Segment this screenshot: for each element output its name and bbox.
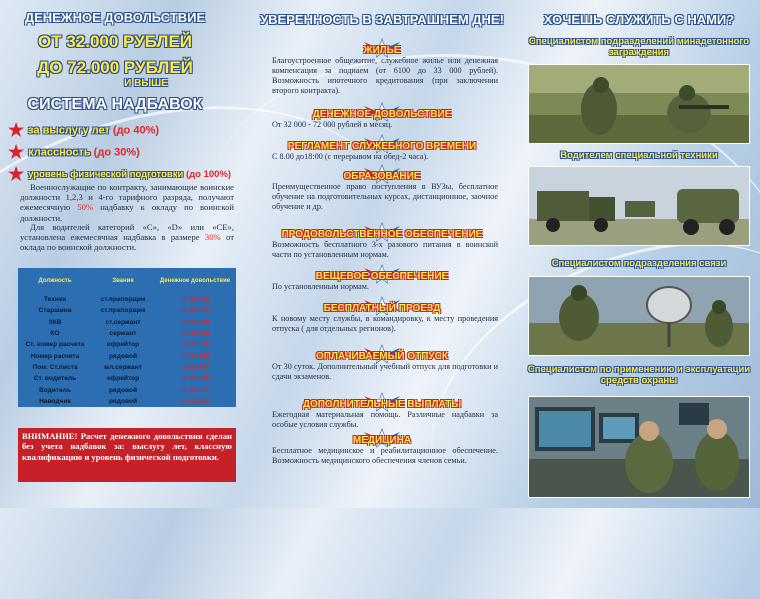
benefit-section [252, 298, 512, 334]
benefit-text: Возможность бесплатного 3-х разового питания в воинской части по установленным нормам. [272, 240, 498, 259]
benefit-heading: ОПЛАЧИВАЕМЫЙ ОТПУСК [316, 351, 448, 362]
allowance-value: (до 40%) [112, 124, 160, 137]
benefit-heading: БЕСПЛАТНЫЙ ПРОЕЗД [323, 303, 441, 314]
benefit-banner [252, 266, 512, 282]
rank-cell: сержант [109, 330, 137, 338]
allowance-label: уровень физической подготовки [28, 169, 184, 181]
pay-cell: от 42 939 [180, 307, 210, 315]
table-row [18, 317, 236, 328]
table-row [18, 294, 236, 305]
position-cell: Наводчик [39, 397, 71, 405]
star-icon: ★ [8, 164, 25, 184]
benefit-text: С 8.00 до18:00 (с перерывом на обед-2 часа). [272, 152, 429, 161]
benefit-text: По установленным нормам. [272, 282, 369, 291]
pay-table-body [18, 294, 236, 407]
benefit-banner [252, 104, 512, 120]
benefit-section [252, 166, 512, 212]
rank-cell: рядовой [108, 397, 138, 405]
benefit-banner [252, 430, 512, 446]
pay-cell: от 48 248 [180, 296, 210, 304]
rank-cell: ефрейтор [106, 341, 140, 349]
benefit-banner [252, 298, 512, 314]
position-cell: Водитель [38, 386, 72, 394]
benefit-text: К новому месту службы, в командировку, к месту проведения отпуска ( для отдельных регионов). [272, 314, 498, 333]
table-row [18, 362, 236, 373]
benefit-heading: ВЕЩЕВОЕ ОБЕСПЕЧЕНИЕ [315, 271, 449, 282]
rank-cell: ст.прапорщик [100, 296, 146, 304]
benefit-text: От 32 000 - 72 000 рублей в месяц. [272, 120, 393, 129]
pay-range-more: И ВЫШЕ [124, 78, 168, 89]
star-icon: ★ [8, 142, 25, 162]
warning-text: Расчет денежного довольствия сделан без учета надбавок за: выслугу лет, классную квалификацию и уровень физической подготовки. [22, 431, 232, 462]
benefit-section [252, 346, 512, 382]
pay-title: ДЕНЕЖНОЕ ДОВОЛЬСТВИЕ [24, 10, 206, 25]
position-cell: Ст. номер расчета [25, 341, 85, 349]
pay-cell: от 37 867 [180, 363, 210, 371]
benefit-heading: ДОПОЛНИТЕЛЬНЫЕ ВЫПЛАТЫ [302, 399, 462, 410]
pay-cell: от 43 768 [180, 318, 210, 326]
confidence-title: УВЕРЕННОСТЬ В ЗАВТРАШНЕМ ДНЕ! [260, 12, 504, 27]
allowance-value: (до 30%) [93, 146, 140, 159]
allowance-label: классность [28, 146, 91, 159]
star-icon: ★ [8, 120, 25, 140]
right-panel [518, 0, 760, 508]
benefit-heading: ДЕНЕЖНОЕ ДОВОЛЬСТВИЕ [312, 109, 452, 120]
benefit-text: От 30 суток. Дополнительный учебный отпуск для подготовки и сдачи экзаменов. [272, 362, 498, 381]
pay-cell: от 45 298 [180, 330, 210, 338]
benefit-text: Благоустроенное общежитие, служебное жилье или денежная компенсация за поднаем (от 6100 до 33 000 рублей). Возможность ипотечного кредитования (при заключении второго контракта). [272, 56, 498, 95]
specialty-caption: Специалистом по применению и эксплуатации средств охраны [527, 364, 751, 386]
photo-image [529, 65, 749, 143]
allowance-label: за выслугу лет [28, 124, 110, 137]
contract-paragraph [20, 182, 234, 223]
benefit-text: Бесплатное медицинское и реабилитационное обеспечение. Возможность медицинского обеспечения членов семьи. [272, 446, 498, 465]
pay-cell: от 33 148 [180, 352, 210, 360]
benefit-section [252, 394, 512, 430]
column-header: Денежное довольствие [159, 278, 231, 284]
benefit-heading: МЕДИЦИНА [352, 435, 412, 446]
column-header: Звание [112, 278, 134, 284]
position-cell: ЗКВ [48, 318, 62, 326]
pay-range-from: ОТ 32.000 РУБЛЕЙ [37, 32, 193, 51]
benefit-section [252, 266, 512, 292]
pay-cell: от 35 649 [180, 375, 210, 383]
pay-table [18, 268, 236, 407]
table-row [18, 373, 236, 384]
position-cell: Старшина [38, 307, 72, 315]
benefit-section [252, 40, 512, 96]
position-cell: КО [50, 330, 60, 338]
bonus-title: СИСТЕМА НАДБАВОК [27, 96, 203, 113]
position-cell: Техник [43, 296, 67, 304]
photo-military-trucks [528, 166, 750, 246]
pay-cell: от 32 617 [180, 386, 210, 394]
specialty-caption: Водителем специальной техники [560, 150, 718, 161]
table-row [18, 339, 236, 350]
benefit-heading: ПРОДОВОЛЬСТВЕННОЕ ОБЕСПЕЧЕНИЕ [281, 229, 483, 240]
photo-image [529, 167, 749, 245]
specialty-caption: Специалистом подразделения связи [551, 258, 727, 269]
benefit-banner [252, 224, 512, 240]
pay-cell: от 32 201 [180, 397, 210, 405]
position-cell: Пом. Ст.писта [32, 363, 78, 371]
rank-cell: рядовой [108, 352, 138, 360]
photo-soldiers-field [528, 64, 750, 144]
benefit-heading: РЕГЛАМЕНТ СЛУЖЕБНОГО ВРЕМЕНИ [287, 141, 477, 152]
benefit-text: Преимущественное право поступления в ВУЗы, бесплатное обучение на подготовительных курсах, дистанционное, заочное обучение и др. [272, 182, 498, 211]
column-header: Должность [38, 278, 72, 284]
para-text: Военнослужащие по контракту, занимающие воинские должности 1,2,3 и 4-го тарифного разряда, получают ежемесячную [20, 182, 234, 213]
allowance-item [8, 120, 159, 141]
photo-security-systems [528, 396, 750, 498]
photo-image [529, 397, 749, 497]
specialty-caption: Специалистом подразделений минадетонного заграждения [528, 36, 750, 58]
para-text: Для водителей категорий «С», «D» или «СЕ», установлена ежемесячная надбавка в размере [20, 222, 234, 243]
table-row [18, 396, 236, 407]
benefit-text: Ежегодная материальная помощь. Различные надбавки за особые условия службы. [272, 410, 498, 429]
benefit-section [252, 104, 512, 130]
benefit-banner [252, 166, 512, 182]
benefit-banner [252, 40, 512, 56]
benefit-section [252, 136, 512, 162]
allowance-value: (до 100%) [185, 169, 232, 181]
para-text: надбавку к окладу по воинской должности. [20, 202, 234, 223]
benefit-heading: ОБРАЗОВАНИЕ [343, 171, 421, 182]
allowance-item [8, 142, 140, 163]
table-row [18, 350, 236, 361]
position-cell: Ст. водитель [33, 375, 77, 383]
warning-box [18, 428, 236, 482]
rank-cell: рядовой [108, 386, 138, 394]
rank-cell: ефрейтор [106, 375, 140, 383]
benefit-heading: ЖИЛЬЕ [363, 45, 401, 56]
warning-head: ВНИМАНИЕ! [22, 431, 78, 441]
table-row [18, 384, 236, 395]
table-row [18, 328, 236, 339]
left-panel [0, 0, 250, 508]
benefit-banner [252, 136, 512, 152]
middle-panel [252, 0, 512, 508]
photo-image [529, 277, 749, 355]
join-title: ХОЧЕШЬ СЛУЖИТЬ С НАМИ? [543, 12, 735, 27]
position-cell: Номер расчета [30, 352, 80, 360]
benefit-banner [252, 346, 512, 362]
rank-cell: ст.прапорщик [100, 307, 146, 315]
photo-signal-unit [528, 276, 750, 356]
para-percent: 30% [204, 232, 221, 243]
para-text: от оклада по воинской должности. [20, 232, 234, 253]
drivers-paragraph [20, 222, 234, 253]
table-row [18, 305, 236, 316]
pay-cell: от 35 626 [180, 341, 210, 349]
para-percent: 50% [77, 202, 94, 213]
benefit-section [252, 224, 512, 260]
pay-range-to: ДО 72.000 РУБЛЕЙ [37, 58, 193, 77]
benefit-banner [252, 394, 512, 410]
rank-cell: мл.сержант [104, 363, 142, 371]
rank-cell: ст.сержант [105, 318, 141, 326]
benefit-section [252, 430, 512, 466]
